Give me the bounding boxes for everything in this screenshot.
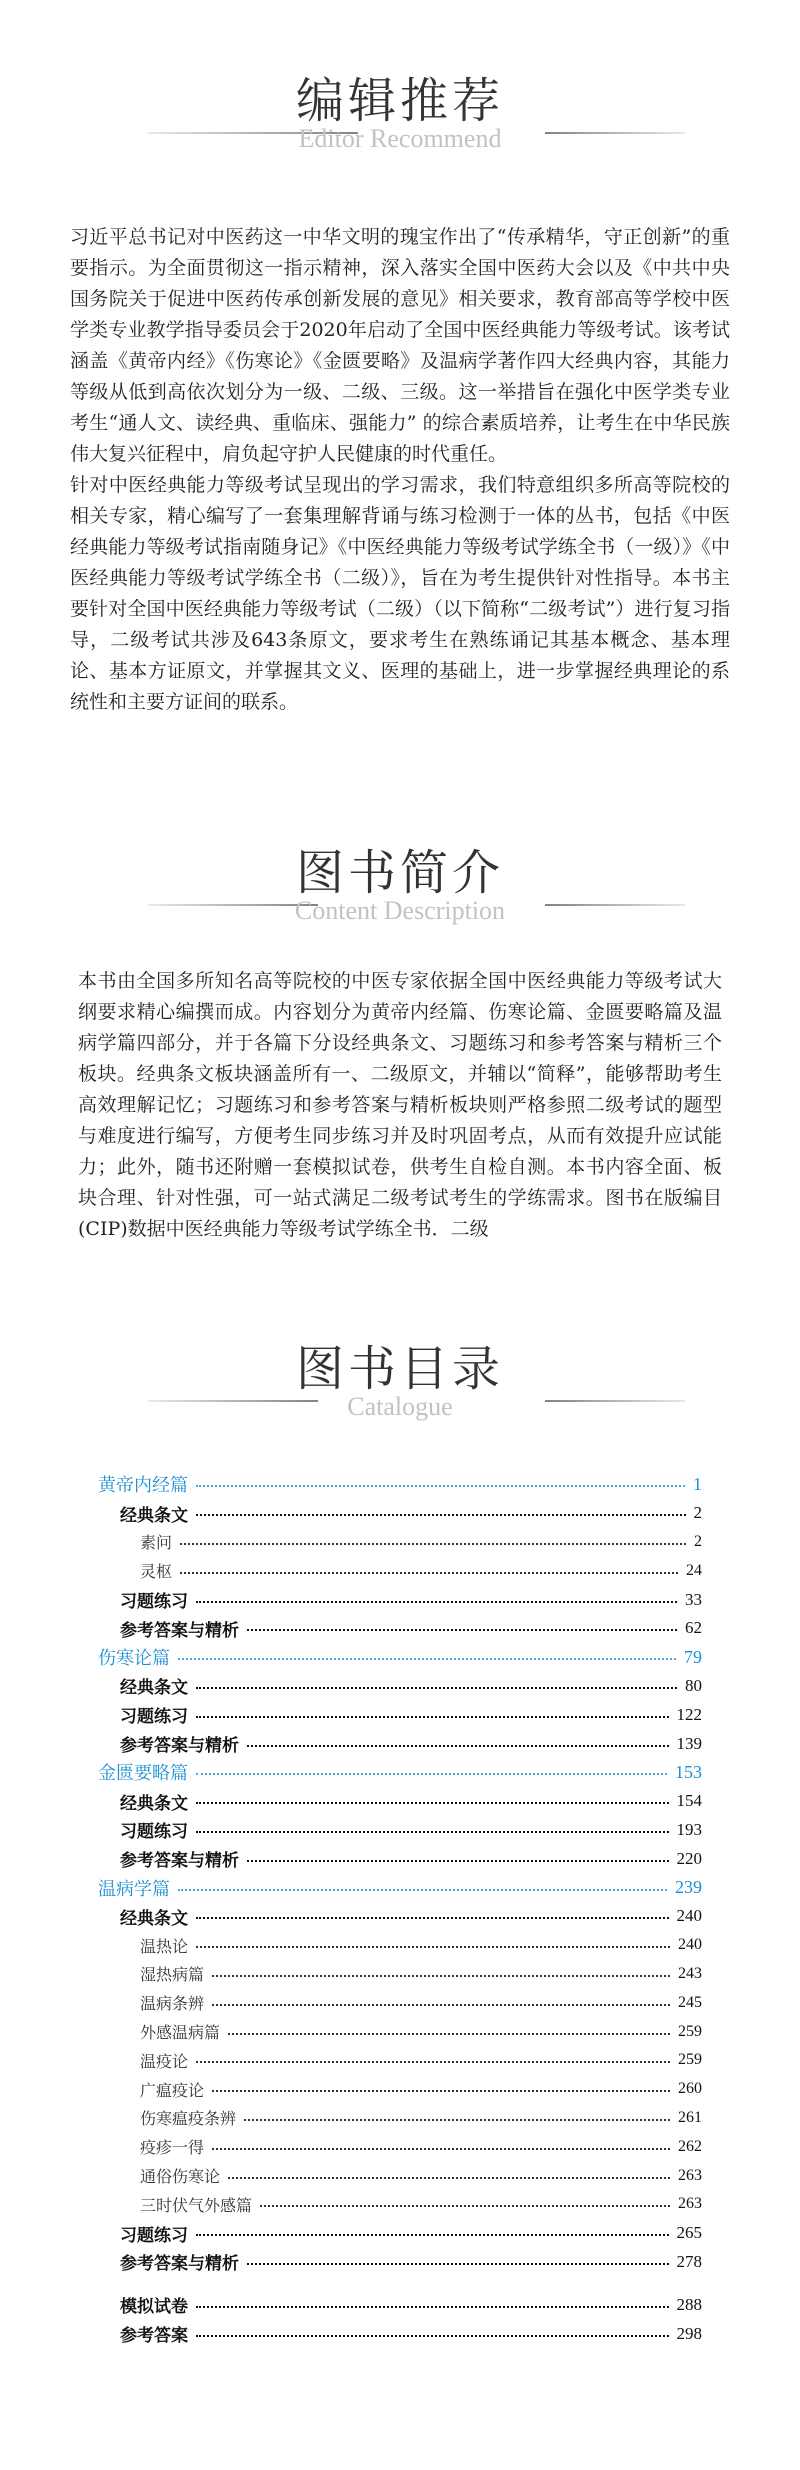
toc-entry-label: 温疫论 — [140, 2051, 189, 2071]
toc-leader-dots — [247, 2263, 669, 2265]
toc-leader-dots — [212, 2004, 670, 2006]
toc-leader-dots — [196, 1831, 669, 1833]
toc-entry-page: 263 — [678, 2195, 702, 2213]
toc-subsection-entry[interactable] — [98, 1931, 702, 1960]
toc-entry-label: 外感温病篇 — [140, 2023, 221, 2043]
toc-section-entry[interactable] — [98, 1844, 702, 1873]
toc-entry-label: 温病学篇 — [98, 1878, 170, 1900]
intro-paragraph: 本书由全国多所知名高等院校的中医专家依据全国中医经典能力等级考试大纲要求精心编撰而成。内容划分为黄帝内经篇、伤寒论篇、金匮要略篇及温病学篇四部分，并于各篇下分设经典条文、习题练习和参考答案与精析三个板块。经典条文板块涵盖所有一、二级原文，并辅以“简释”，能够帮助考生高效理解记忆；习题练习和参考答案与精析板块则严格参照二级考试的题型与难度进行编写，方便考生同步练习并及时巩固考点，从而有效提升应试能力；此外，随书还附赠一套模拟试卷，供考生自检自测。本书内容全面、板块合理、针对性强，可一站式满足二级考试考生的学练需求。图书在版编目(CIP)数据中医经典能力等级考试学练全书．二级 — [78, 970, 722, 1240]
editor-section-title: 编辑推荐 — [295, 73, 504, 129]
toc-entry-label: 习题练习 — [120, 1822, 188, 1843]
toc-subsection-entry[interactable] — [98, 1556, 702, 1585]
toc-entry-label: 经典条文 — [120, 1505, 188, 1526]
toc-entry-label: 通俗伤寒论 — [140, 2167, 221, 2187]
toc-part-entry[interactable] — [98, 1470, 702, 1499]
toc-entry-page: 1 — [693, 1473, 702, 1494]
toc-entry-label: 温热论 — [140, 1936, 189, 1956]
catalogue-section-subtitle: Catalogue — [347, 1392, 453, 1421]
toc-leader-dots — [196, 1946, 670, 1948]
toc-leader-dots — [196, 2234, 669, 2236]
toc-leader-dots — [196, 1716, 669, 1718]
toc-entry-label: 习题练习 — [120, 2225, 188, 2246]
toc-leader-dots — [180, 1572, 678, 1574]
toc-entry-label: 伤寒论篇 — [98, 1648, 170, 1670]
toc-section-entry[interactable] — [98, 2219, 702, 2248]
toc-entry-page: 259 — [678, 2022, 702, 2040]
toc-subsection-entry[interactable] — [98, 2017, 702, 2046]
toc-leader-dots — [228, 2033, 670, 2035]
toc-leader-dots — [196, 2306, 669, 2308]
toc-subsection-entry[interactable] — [98, 2190, 702, 2219]
toc-entry-label: 三时伏气外感篇 — [140, 2195, 253, 2215]
toc-entry-page: 220 — [676, 1848, 702, 1868]
toc-leader-dots — [180, 1543, 686, 1545]
toc-entry-label: 参考答案与精析 — [120, 1620, 239, 1641]
toc-section-entry[interactable] — [98, 2248, 702, 2277]
toc-entry-page: 243 — [678, 1964, 702, 1982]
editor-paragraph-1: 习近平总书记对中医药这一中华文明的瑰宝作出了“传承精华，守正创新”的重要指示。为全面贯彻这一指示精神，深入落实全国中医药大会以及《中共中央国务院关于促进中医药传承创新发展的意见》相关要求，教育部高等学校中医学类专业教学指导委员会于2020年启动了全国中医经典能力等级考试。该考试涵盖《黄帝内经》《伤寒论》《金匮要略》及温病学著作四大经典内容，其能力等级从低到高依次划分为一级、二级、三级。这一举措旨在强化中医学类专业考生“通人文、读经典、重临床、强能力” 的综合素质培养，让考生在中华民族伟大复兴征程中，肩负起守护人民健康的时代重任。 — [70, 226, 730, 465]
toc-entry-label: 温病条辨 — [140, 1994, 205, 2014]
toc-subsection-entry[interactable] — [98, 2161, 702, 2190]
toc-section-entry[interactable] — [98, 1729, 702, 1758]
toc-leader-dots — [196, 1687, 677, 1689]
toc-subsection-entry[interactable] — [98, 1960, 702, 1989]
toc-leader-dots — [228, 2177, 670, 2179]
toc-entry-label: 经典条文 — [120, 1793, 188, 1814]
toc-entry-label: 参考答案与精析 — [120, 2254, 239, 2275]
toc-entry-label: 黄帝内经篇 — [98, 1475, 188, 1497]
toc-part-entry[interactable] — [98, 1643, 702, 1672]
toc-spacer — [98, 2276, 702, 2290]
toc-entry-page: 80 — [685, 1675, 702, 1695]
toc-entry-page: 240 — [676, 1906, 702, 1926]
toc-entry-page: 288 — [676, 2294, 702, 2314]
toc-leader-dots — [212, 2148, 670, 2150]
toc-section-entry[interactable] — [98, 1614, 702, 1643]
toc-section-entry[interactable] — [98, 1787, 702, 1816]
toc-entry-page: 278 — [676, 2251, 702, 2271]
toc-section-entry[interactable] — [98, 1585, 702, 1614]
toc-entry-page: 139 — [676, 1733, 702, 1753]
toc-subsection-entry[interactable] — [98, 2132, 702, 2161]
toc-entry-label: 伤寒瘟疫条辨 — [140, 2109, 237, 2129]
toc-entry-label: 素问 — [140, 1533, 173, 1553]
toc-leader-dots — [196, 1773, 667, 1775]
toc-entry-label: 习题练习 — [120, 1592, 188, 1613]
toc-entry-label: 模拟试卷 — [120, 2297, 188, 2318]
toc-entry-page: 33 — [685, 1589, 702, 1609]
catalogue-section-title: 图书目录 — [295, 1341, 504, 1397]
toc-subsection-entry[interactable] — [98, 1988, 702, 2017]
toc-section-entry[interactable] — [98, 2290, 702, 2319]
toc-entry-page: 154 — [676, 1791, 702, 1811]
toc-entry-label: 经典条文 — [120, 1678, 188, 1699]
toc-leader-dots — [244, 2119, 670, 2121]
toc-entry-page: 263 — [678, 2166, 702, 2184]
intro-section-title: 图书简介 — [295, 845, 504, 901]
toc-section-entry[interactable] — [98, 1499, 702, 1528]
toc-entry-page: 79 — [684, 1646, 702, 1667]
toc-leader-dots — [196, 1917, 669, 1919]
toc-entry-page: 2 — [693, 1503, 702, 1523]
toc-leader-dots — [196, 2335, 669, 2337]
toc-section-entry[interactable] — [98, 1672, 702, 1701]
intro-section-header — [0, 834, 800, 954]
toc-entry-page: 260 — [678, 2080, 702, 2098]
toc-entry-page: 62 — [685, 1618, 702, 1638]
toc-entry-page: 298 — [676, 2323, 702, 2343]
intro-section-subtitle: Content Description — [294, 896, 506, 925]
toc-leader-dots — [260, 2205, 670, 2207]
toc-entry-label: 经典条文 — [120, 1908, 188, 1929]
toc-entry-page: 193 — [676, 1819, 702, 1839]
toc-entry-label: 灵枢 — [140, 1562, 173, 1582]
toc-leader-dots — [196, 1802, 669, 1804]
toc-entry-page: 259 — [678, 2051, 702, 2069]
toc-entry-label: 参考答案与精析 — [120, 1736, 239, 1757]
toc-subsection-entry[interactable] — [98, 2046, 702, 2075]
toc-part-entry[interactable] — [98, 1758, 702, 1787]
toc-leader-dots — [247, 1860, 669, 1862]
toc-subsection-entry[interactable] — [98, 1528, 702, 1557]
intro-text — [78, 966, 722, 1245]
toc-entry-page: 265 — [676, 2223, 702, 2243]
catalogue-section-header — [0, 1330, 800, 1450]
toc-entry-page: 261 — [678, 2108, 702, 2126]
toc-entry-page: 262 — [678, 2137, 702, 2155]
toc-entry-page: 2 — [694, 1532, 702, 1550]
toc-entry-page: 239 — [675, 1877, 702, 1898]
toc-leader-dots — [196, 1514, 686, 1516]
toc-entry-page: 153 — [675, 1761, 702, 1782]
toc-subsection-entry[interactable] — [98, 2075, 702, 2104]
toc-entry-page: 240 — [678, 1936, 702, 1954]
toc-leader-dots — [247, 1629, 677, 1631]
toc-leader-dots — [212, 1975, 670, 1977]
toc-subsection-entry[interactable] — [98, 2104, 702, 2133]
toc-entry-label: 疫疹一得 — [140, 2138, 205, 2158]
editor-paragraph-2: 针对中医经典能力等级考试呈现出的学习需求，我们特意组织多所高等院校的相关专家，精心编写了一套集理解背诵与练习检测于一体的丛书，包括《中医经典能力等级考试指南随身记》《中医经典能力等级考试学练全书（一级）》《中医经典能力等级考试学练全书（二级）》，旨在为考生提供针对性指导。本书主要针对全国中医经典能力等级考试（二级）（以下简称“二级考试”）进行复习指导，二级考试共涉及643条原文，要求考生在熟练诵记其基本概念、基本理论、基本方证原文，并掌握其文义、医理的基础上，进一步掌握经典理论的系统性和主要方证间的联系。 — [70, 474, 730, 713]
toc-entry-page: 245 — [678, 1993, 702, 2011]
toc-part-entry[interactable] — [98, 1873, 702, 1902]
toc-section-entry[interactable] — [98, 1902, 702, 1931]
toc-entry-page: 24 — [686, 1561, 702, 1579]
toc-entry-page: 122 — [676, 1704, 702, 1724]
toc-leader-dots — [196, 2061, 670, 2063]
toc-section-entry[interactable] — [98, 1816, 702, 1845]
toc-leader-dots — [196, 1601, 677, 1603]
toc-leader-dots — [178, 1658, 676, 1660]
toc-entry-label: 湿热病篇 — [140, 1965, 205, 1985]
editor-text — [70, 222, 730, 718]
toc-entry-label: 金匮要略篇 — [98, 1763, 188, 1785]
toc-section-entry[interactable] — [98, 2319, 702, 2348]
editor-section-subtitle: Editor Recommend — [298, 124, 502, 153]
table-of-contents — [98, 1470, 702, 2348]
toc-leader-dots — [196, 1485, 685, 1487]
toc-entry-label: 参考答案与精析 — [120, 1851, 239, 1872]
toc-entry-label: 参考答案 — [120, 2326, 188, 2346]
toc-leader-dots — [178, 1889, 667, 1891]
toc-section-entry[interactable] — [98, 1700, 702, 1729]
toc-entry-label: 广瘟疫论 — [140, 2080, 205, 2100]
editor-section-header — [0, 62, 800, 182]
toc-leader-dots — [247, 1745, 669, 1747]
toc-entry-label: 习题练习 — [120, 1707, 188, 1728]
toc-leader-dots — [212, 2090, 670, 2092]
